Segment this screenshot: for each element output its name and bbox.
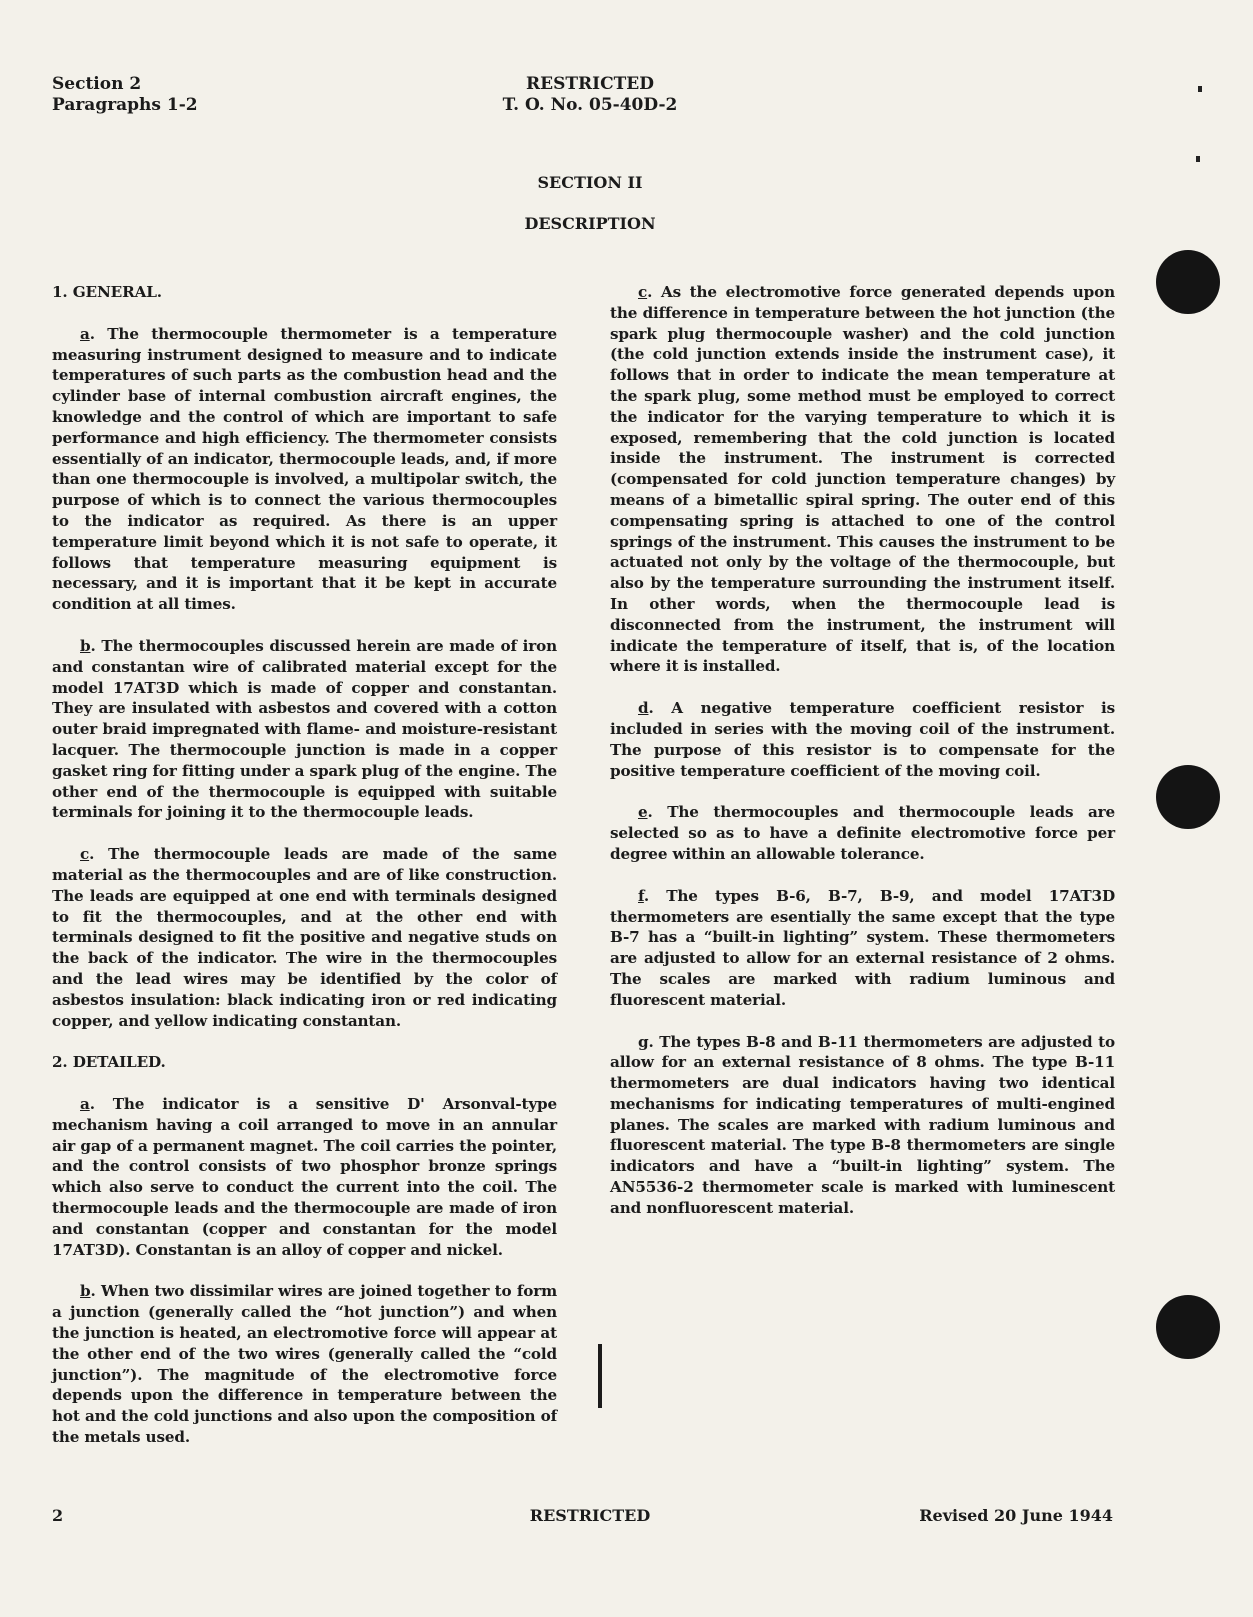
paragraph-text: . The types B-6, B-7, B-9, and model 17AT3D thermometers are esentially the same except that the type B-7 has a “built-in lighting” system. These thermometers are adjusted to allow for an external resistance of 2 ohms. The scales are marked with radium luminous and fluorescent material.	[610, 886, 1115, 1009]
heading-general: 1. GENERAL.	[52, 283, 162, 301]
right-column	[610, 282, 1115, 1240]
paragraph-text: . The thermocouples discussed herein are made of iron and constantan wire of calibrated material except for the model 17AT3D which is made of copper and constantan. They are insulated with asbestos and covered with a cotton outer braid impregnated with flame- and moisture-resistant lacquer. The thermocouple junction is made in a copper gasket ring for fitting under a spark plug of the engine. The other end of the thermocouple is equipped with suitable terminals for joining it to the thermocouple leads.	[52, 636, 557, 822]
paragraph-text: . The indicator is a sensitive D' Arsonval-type mechanism having a coil arranged to move in an annular air gap of a permanent magnet. The coil carries the pointer, and the control consists of two phosphor bronze springs which also serve to conduct the current into the coil. The thermocouple leads and the thermocouple are made of iron and constantan (copper and constantan for the model 17AT3D). Constantan is an alloy of copper and nickel.	[52, 1095, 557, 1259]
paragraph-label: d	[638, 699, 649, 718]
binder-hole-icon	[1156, 1295, 1220, 1359]
paragraph-label: b	[80, 1282, 91, 1301]
footer-revision: Revised 20 June 1944	[919, 1506, 1113, 1525]
paragraph-label: b	[80, 636, 91, 655]
paragraph-text: . As the electromotive force generated depends upon the difference in temperature between the hot junction (the spark plug thermocouple washer) and the cold junction (the cold junction extends inside the instrument case), it follows that in order to indicate the mean temperature at the spark plug, some method must be employed to correct the indicator for the varying temperature to which it is exposed, remembering that the cold junction is located inside the instrument. The instrument is corrected (compensated for cold junction temperature changes) by means of a bimetallic spiral spring. The outer end of this compensating spring is attached to one of the control springs of the instrument. This causes the instrument to be actuated not only by the voltage of the thermocouple, but also by the temperature surrounding the instrument itself. In other words, when the thermocouple lead is disconnected from the instrument, the instrument will indicate the temperature of itself, that is, of the location where it is installed.	[610, 283, 1115, 676]
paragraph-1a	[52, 324, 557, 615]
paragraph-2b	[52, 1281, 557, 1447]
header-classification: RESTRICTED	[526, 74, 654, 94]
paragraph-text: . The thermocouple leads are made of the same material as the thermocouples and are of like construction. The leads are equipped at one end with terminals designed to fit the thermocouples, and at the other end with terminals designed to fit the positive and negative studs on the back of the indicator. The wire in the thermocouples and the lead wires may be identified by the color of asbestos insulation: black indicating iron or red indicating copper, and yellow indicating constantan.	[52, 845, 557, 1030]
header-center	[0, 74, 1180, 116]
paragraph-1c	[52, 844, 557, 1031]
paragraph-label: a	[80, 1095, 90, 1114]
paragraph-2g	[610, 1032, 1115, 1219]
paragraph-1b	[52, 636, 557, 823]
section-title: SECTION II	[537, 173, 643, 192]
paragraph-label: c	[80, 845, 90, 864]
left-column	[52, 282, 557, 1469]
paragraph-text: . The thermocouple thermometer is a temperature measuring instrument designed to measure and to indicate temperatures of such parts as the combustion head and the cylinder base of internal combustion aircraft engines, the knowledge and the control of which are important to safe performance and high efficiency. The thermometer consists essentially of an indicator, thermocouple leads, and, if more than one thermocouple is involved, a multipolar switch, the purpose of which is to connect the various thermocouples to the indicator as required. As there is an upper temperature limit beyond which it is not safe to operate, it follows that temperature measuring equipment is necessary, and it is important that it be kept in accurate condition at all times.	[52, 324, 557, 614]
paragraph-text: . The thermocouples and thermocouple leads are selected so as to have a definite electromotive force per degree within an allowable tolerance.	[610, 803, 1115, 863]
paragraph-2f	[610, 886, 1115, 1011]
footer-page-number: 2	[52, 1506, 64, 1525]
speck-mark	[1196, 156, 1200, 162]
paragraph-2e	[610, 802, 1115, 864]
paragraph-2d	[610, 698, 1115, 781]
footer-classification: RESTRICTED	[529, 1506, 651, 1525]
revision-bar	[598, 1344, 602, 1408]
paragraph-text: . A negative temperature coefficient resistor is included in series with the moving coil of the instrument. The purpose of this resistor is to compensate for the positive temperature coefficient of the moving coil.	[610, 699, 1115, 780]
paragraph-label: c	[638, 283, 648, 301]
header-paragraphs: Paragraphs 1-2	[52, 95, 198, 115]
speck-mark	[1198, 86, 1202, 92]
paragraph-text: g. The types B-8 and B-11 thermometers are adjusted to allow for an external resistance of 8 ohms. The type B-11 thermometers are dual indicators having two identical mechanisms for indicating temperatures of multi-engined planes. The scales are marked with radium luminous and fluorescent material. The type B-8 thermometers are single indicators and have a “built-in lighting” system. The AN5536-2 thermometer scale is marked with luminescent and nonfluorescent material.	[610, 1032, 1115, 1217]
binder-hole-icon	[1156, 250, 1220, 314]
header-section: Section 2	[52, 74, 142, 94]
binder-hole-icon	[1156, 765, 1220, 829]
paragraph-2c	[610, 282, 1115, 677]
paragraph-2a	[52, 1094, 557, 1260]
paragraph-label: a	[80, 324, 90, 343]
paragraph-text: . When two dissimilar wires are joined together to form a junction (generally called the “hot junction”) and when the junction is heated, an electromotive force will appear at the other end of the two wires (generally called the “cold junction”). The magnitude of the electromotive force depends upon the difference in temperature between the hot and the cold junctions and also upon the composition of the metals used.	[52, 1282, 557, 1447]
heading-detailed: 2. DETAILED.	[52, 1053, 166, 1072]
section-subtitle: DESCRIPTION	[524, 214, 656, 233]
paragraph-label: e	[638, 803, 648, 822]
paragraph-label: f	[638, 886, 644, 905]
header-to-number: T. O. No. 05-40D-2	[502, 95, 678, 115]
